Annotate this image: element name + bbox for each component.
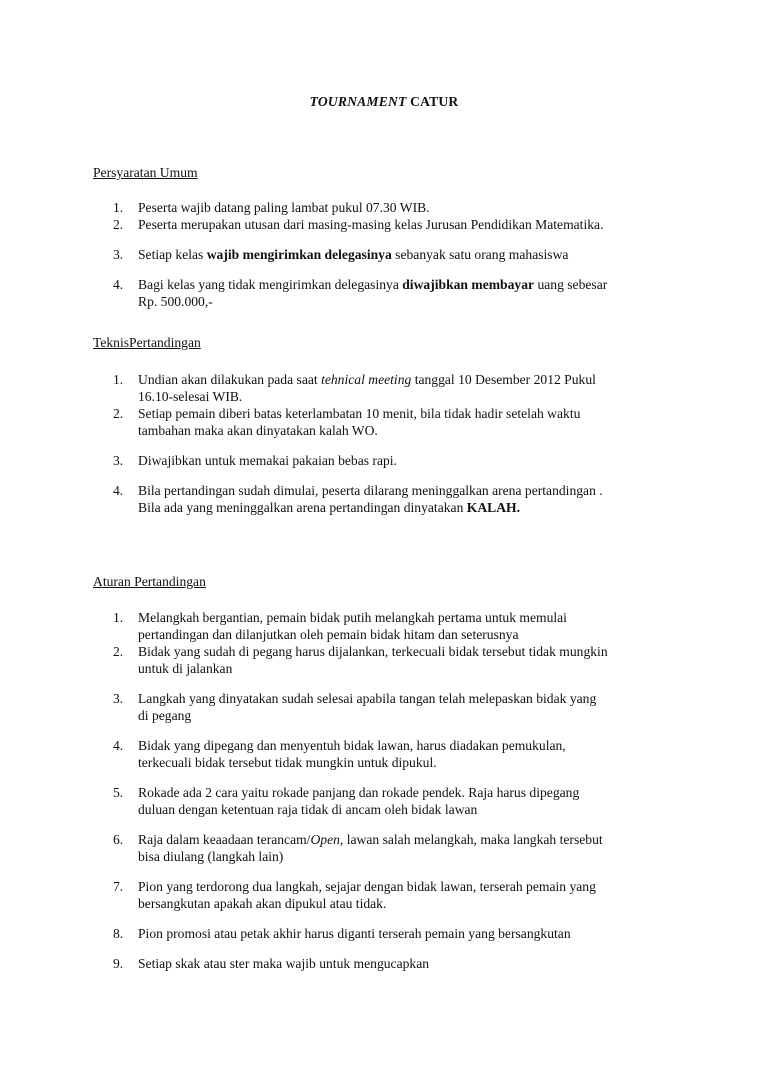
- item-number: 1.: [113, 372, 124, 387]
- title-rest: CATUR: [406, 94, 459, 109]
- list-item: [93, 609, 693, 643]
- item-number: 4.: [113, 277, 124, 292]
- item-text: Setiap pemain diberi batas keterlambatan 10 menit, bila tidak hadir setelah waktu: [138, 406, 581, 421]
- item-text: Melangkah bergantian, pemain bidak putih melangkah pertama untuk memulai: [138, 610, 567, 625]
- item-text: Peserta wajib datang paling lambat pukul 07.30 WIB.: [138, 200, 430, 215]
- item-text: Rokade ada 2 cara yaitu rokade panjang dan rokade pendek. Raja harus dipegang: [138, 785, 580, 800]
- item-number: 2.: [113, 644, 124, 659]
- item-number: 1.: [113, 200, 124, 215]
- document-title: [0, 94, 768, 110]
- item-number: 2.: [113, 406, 124, 421]
- item-text: Langkah yang dinyatakan sudah selesai apabila tangan telah melepaskan bidak yang: [138, 691, 597, 706]
- list-item: [93, 452, 693, 469]
- item-number: 4.: [113, 738, 124, 753]
- item-text: bisa diulang (langkah lain): [138, 849, 284, 864]
- item-text: Bagi kelas yang tidak mengirimkan delegasinya: [138, 277, 403, 292]
- item-number: 1.: [113, 610, 124, 625]
- item-text: sebanyak satu orang mahasiswa: [391, 247, 569, 262]
- list-teknis-pertandingan: [93, 371, 693, 516]
- item-text: Bidak yang dipegang dan menyentuh bidak lawan, harus diadakan pemukulan,: [138, 738, 566, 753]
- list-item: [93, 246, 693, 263]
- item-text: tanggal 10 Desember 2012 Pukul: [411, 372, 596, 387]
- item-text: Setiap skak atau ster maka wajib untuk mengucapkan: [138, 956, 430, 971]
- item-number: 3.: [113, 691, 124, 706]
- list-item: [93, 878, 693, 912]
- item-text: Bila ada yang meninggalkan arena pertandingan dinyatakan: [138, 500, 467, 515]
- list-item: [93, 371, 693, 405]
- list-item: [93, 831, 693, 865]
- item-text: , lawan salah melangkah, maka langkah tersebut: [339, 832, 603, 847]
- item-bold-text: diwajibkan membayar: [402, 277, 535, 292]
- list-item: [93, 482, 693, 516]
- item-text: 16.10-selesai WIB.: [138, 389, 243, 404]
- item-number: 6.: [113, 832, 124, 847]
- list-item: [93, 405, 693, 439]
- section-heading-aturan-pertandingan: Aturan Pertandingan: [93, 574, 206, 589]
- item-text: tambahan maka akan dinyatakan kalah WO.: [138, 423, 378, 438]
- item-text: Setiap kelas: [138, 247, 207, 262]
- list-item: [93, 216, 693, 233]
- item-italic-text: tehnical meeting: [321, 372, 412, 387]
- item-bold-text: KALAH.: [466, 500, 521, 515]
- item-number: 9.: [113, 956, 124, 971]
- list-item: [93, 955, 693, 972]
- item-text: bersangkutan apakah akan dipukul atau tidak.: [138, 896, 387, 911]
- item-text: di pegang: [138, 708, 192, 723]
- section-heading-persyaratan-umum: Persyaratan Umum: [93, 165, 198, 180]
- item-italic-text: Open: [310, 832, 340, 847]
- list-item: [93, 784, 693, 818]
- item-text: pertandingan dan dilanjutkan oleh pemain bidak hitam dan seterusnya: [138, 627, 519, 642]
- list-item: [93, 643, 693, 677]
- list-item: [93, 199, 693, 216]
- item-text: Diwajibkan untuk memakai pakaian bebas rapi.: [138, 453, 397, 468]
- list-item: [93, 276, 693, 310]
- item-text: Rp. 500.000,-: [138, 294, 213, 309]
- list-aturan-pertandingan: [93, 609, 693, 972]
- item-text: Raja dalam keaadaan terancam/: [138, 832, 311, 847]
- item-text: terkecuali bidak tersebut tidak mungkin untuk dipukul.: [138, 755, 437, 770]
- item-text: duluan dengan ketentuan raja tidak di ancam oleh bidak lawan: [138, 802, 478, 817]
- item-number: 3.: [113, 247, 124, 262]
- item-text: Pion yang terdorong dua langkah, sejajar dengan bidak lawan, terserah pemain yang: [138, 879, 596, 894]
- item-text: Pion promosi atau petak akhir harus diganti terserah pemain yang bersangkutan: [138, 926, 571, 941]
- item-number: 3.: [113, 453, 124, 468]
- item-number: 8.: [113, 926, 124, 941]
- item-text: Bila pertandingan sudah dimulai, peserta dilarang meninggalkan arena pertandingan .: [138, 483, 603, 498]
- item-text: Peserta merupakan utusan dari masing-masing kelas Jurusan Pendidikan Matematika.: [138, 217, 604, 232]
- section-heading-teknis-pertandingan: TeknisPertandingan: [93, 335, 201, 350]
- item-text: untuk di jalankan: [138, 661, 233, 676]
- list-persyaratan-umum: [93, 199, 693, 310]
- title-italic: TOURNAMENT: [309, 94, 407, 109]
- list-item: [93, 925, 693, 942]
- item-number: 7.: [113, 879, 124, 894]
- item-text: Bidak yang sudah di pegang harus dijalankan, terkecuali bidak tersebut tidak mungkin: [138, 644, 608, 659]
- item-number: 5.: [113, 785, 124, 800]
- item-number: 2.: [113, 217, 124, 232]
- item-text: Undian akan dilakukan pada saat: [138, 372, 322, 387]
- item-text: uang sebesar: [534, 277, 608, 292]
- list-item: [93, 690, 693, 724]
- item-bold-text: wajib mengirimkan delegasinya: [206, 247, 392, 262]
- list-item: [93, 737, 693, 771]
- item-number: 4.: [113, 483, 124, 498]
